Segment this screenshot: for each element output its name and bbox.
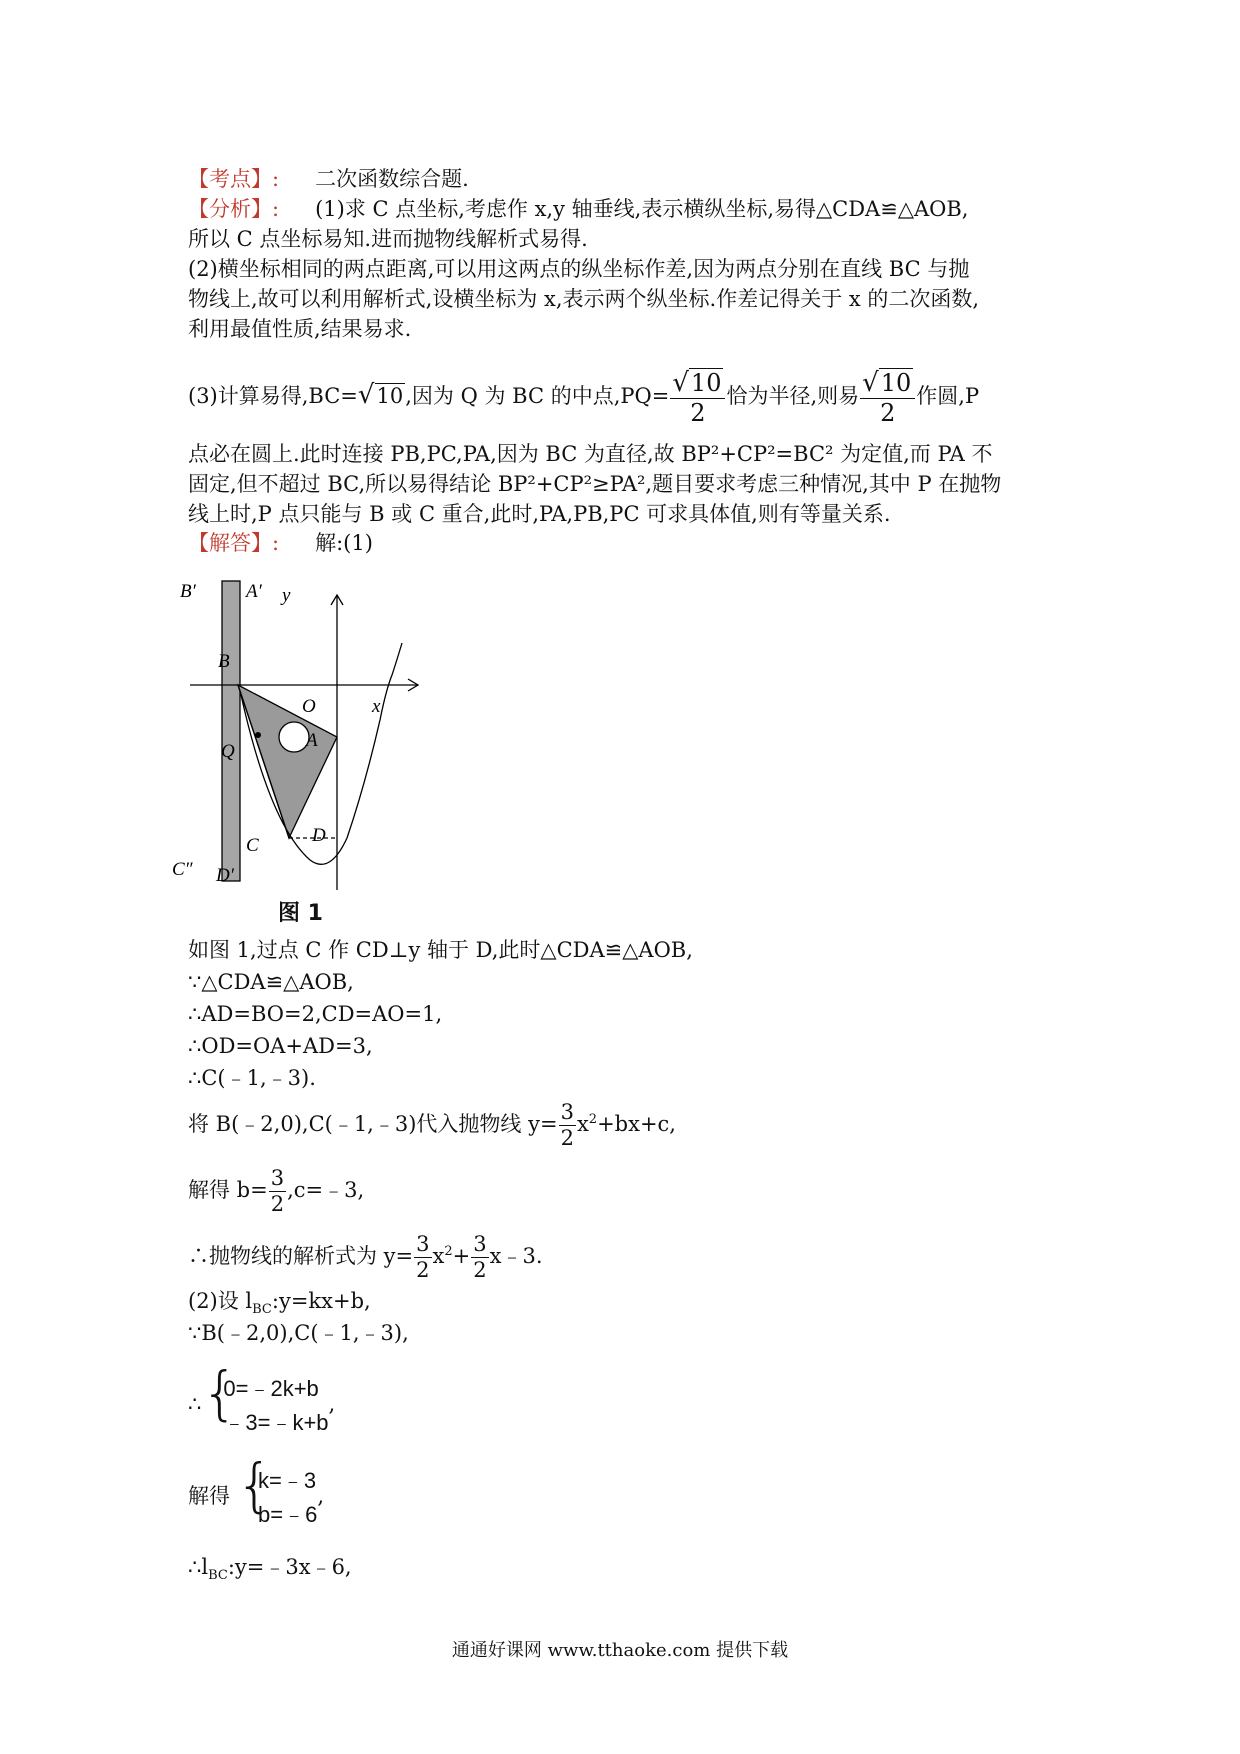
triangle-set-square bbox=[238, 685, 337, 838]
label-B: B bbox=[218, 651, 230, 672]
label-D: D bbox=[312, 825, 326, 846]
figure-caption: 图 1 bbox=[278, 901, 323, 926]
figure-1 bbox=[172, 575, 440, 895]
label-y: y bbox=[282, 585, 291, 606]
solution-s6: 将 B(﹣2,0),C(﹣1,﹣3)代入抛物线 y= $\frac{3}{2}$ $x^2+bx+c$, bbox=[188, 1100, 676, 1150]
solution-system-1: ∴ { 0=﹣2k+b ﹣3=﹣k+b , bbox=[188, 1368, 335, 1440]
jieda-tag: 【解答】: bbox=[188, 531, 280, 555]
kaodian-tag: 【考点】: bbox=[188, 167, 280, 191]
label-x: x bbox=[372, 696, 381, 717]
solution-s13: $\therefore l_{BC}:y=﹣3x﹣6$, bbox=[188, 1555, 352, 1584]
analysis-p3d: 线上时,P 点只能与 B 或 C 重合,此时,PA,PB,PC 可求具体值,则有等量关系. bbox=[188, 502, 891, 526]
equation-system-1: { 0=﹣2k+b ﹣3=﹣k+b bbox=[201, 1358, 329, 1435]
solution-s2: ∵△CDA≌△AOB, bbox=[188, 970, 354, 994]
kaodian-line bbox=[188, 163, 469, 195]
fraction-b2-3-over-2: $\frac{3}{2}$ bbox=[473, 1232, 487, 1282]
label-A: A bbox=[306, 730, 318, 751]
solution-s8: ∴抛物线的解析式为 y= $\frac{3}{2}$ $x^2+$ $\frac{3}{2}$ x﹣3. bbox=[188, 1232, 543, 1282]
analysis-p2b: 物线上,故可以利用解析式,设横坐标为 x,表示两个纵坐标.作差记得关于 x 的二次函数, bbox=[188, 287, 980, 311]
fraction-b-3-over-2: $\frac{3}{2}$ bbox=[270, 1166, 285, 1216]
solution-s3: ∴AD=BO=2,CD=AO=1, bbox=[188, 1002, 443, 1026]
analysis-p1a: (1)求 C 点坐标,考虑作 x,y 轴垂线,表示横纵坐标,易得△CDA≌△AOB, bbox=[315, 197, 969, 221]
fraction-sqrt10-over-2-b: $\frac{√10}{2}$ bbox=[860, 370, 915, 425]
page-footer: 通通好课网 www.tthaoke.com 提供下载 bbox=[451, 1640, 789, 1661]
kaodian-text: 二次函数综合题. bbox=[315, 167, 469, 191]
equation-system-2: { k=﹣3 b=﹣6 bbox=[236, 1450, 318, 1527]
solution-s5: ∴C(﹣1,﹣3). bbox=[188, 1066, 316, 1090]
solution-s4: ∴OD=OA+AD=3, bbox=[188, 1034, 373, 1058]
solution-s7: 解得 b= $\frac{3}{2}$ ,c=﹣3, bbox=[188, 1166, 365, 1216]
analysis-p3b: 点必在圆上.此时连接 PB,PC,PA,因为 BC 为直径,故 BP²+CP²=BC² 为定值,而 PA 不 bbox=[188, 442, 993, 466]
label-Bp: B′ bbox=[180, 581, 196, 602]
sqrt-10: √10 bbox=[357, 380, 404, 410]
solution-s10: ∵B(﹣2,0),C(﹣1,﹣3), bbox=[188, 1321, 409, 1345]
analysis-p1b: 所以 C 点坐标易知.进而抛物线解析式易得. bbox=[188, 227, 588, 251]
fraction-3-over-2: $\frac{3}{2}$ bbox=[560, 1100, 574, 1150]
analysis-p2c: 利用最值性质,结果易求. bbox=[188, 317, 412, 341]
label-Cpp: C″ bbox=[172, 859, 193, 880]
analysis-p3a: (3)计算易得,BC=√10,因为 Q 为 BC 的中点,PQ= $\frac{√10}{2}$ 恰为半径,则易 $\frac{√10}{2}$ 作圆,P bbox=[188, 368, 980, 427]
ruler-rect bbox=[222, 581, 240, 881]
label-Dp: D′ bbox=[216, 865, 234, 886]
jieda-line bbox=[188, 527, 373, 559]
label-O: O bbox=[302, 696, 316, 717]
fenxi-line bbox=[188, 193, 968, 225]
triangle-hole bbox=[279, 722, 309, 752]
fenxi-tag: 【分析】: bbox=[188, 197, 280, 221]
solution-s9: (2)设 $l_{BC}:y=kx+b$, bbox=[188, 1289, 371, 1318]
fraction-a-3-over-2: $\frac{3}{2}$ bbox=[416, 1232, 430, 1282]
label-C: C bbox=[246, 835, 259, 856]
analysis-p3c: 固定,但不超过 BC,所以易得结论 BP²+CP²≥PA²,题目要求考虑三种情况,其中 P 在抛物 bbox=[188, 472, 1002, 496]
fraction-sqrt10-over-2: $\frac{√10}{2}$ bbox=[670, 370, 725, 425]
solution-system-2: 解得 { k=﹣3 b=﹣6 , bbox=[188, 1460, 324, 1532]
solution-s1: 如图 1,过点 C 作 CD⊥y 轴于 D,此时△CDA≌△AOB, bbox=[188, 938, 693, 962]
analysis-p2a: (2)横坐标相同的两点距离,可以用这两点的纵坐标作差,因为两点分别在直线 BC 与抛 bbox=[188, 257, 970, 281]
point-Q bbox=[255, 732, 261, 738]
jieda-text: 解:(1) bbox=[315, 531, 373, 555]
label-Q: Q bbox=[221, 741, 235, 762]
label-Ap: A′ bbox=[246, 581, 262, 602]
